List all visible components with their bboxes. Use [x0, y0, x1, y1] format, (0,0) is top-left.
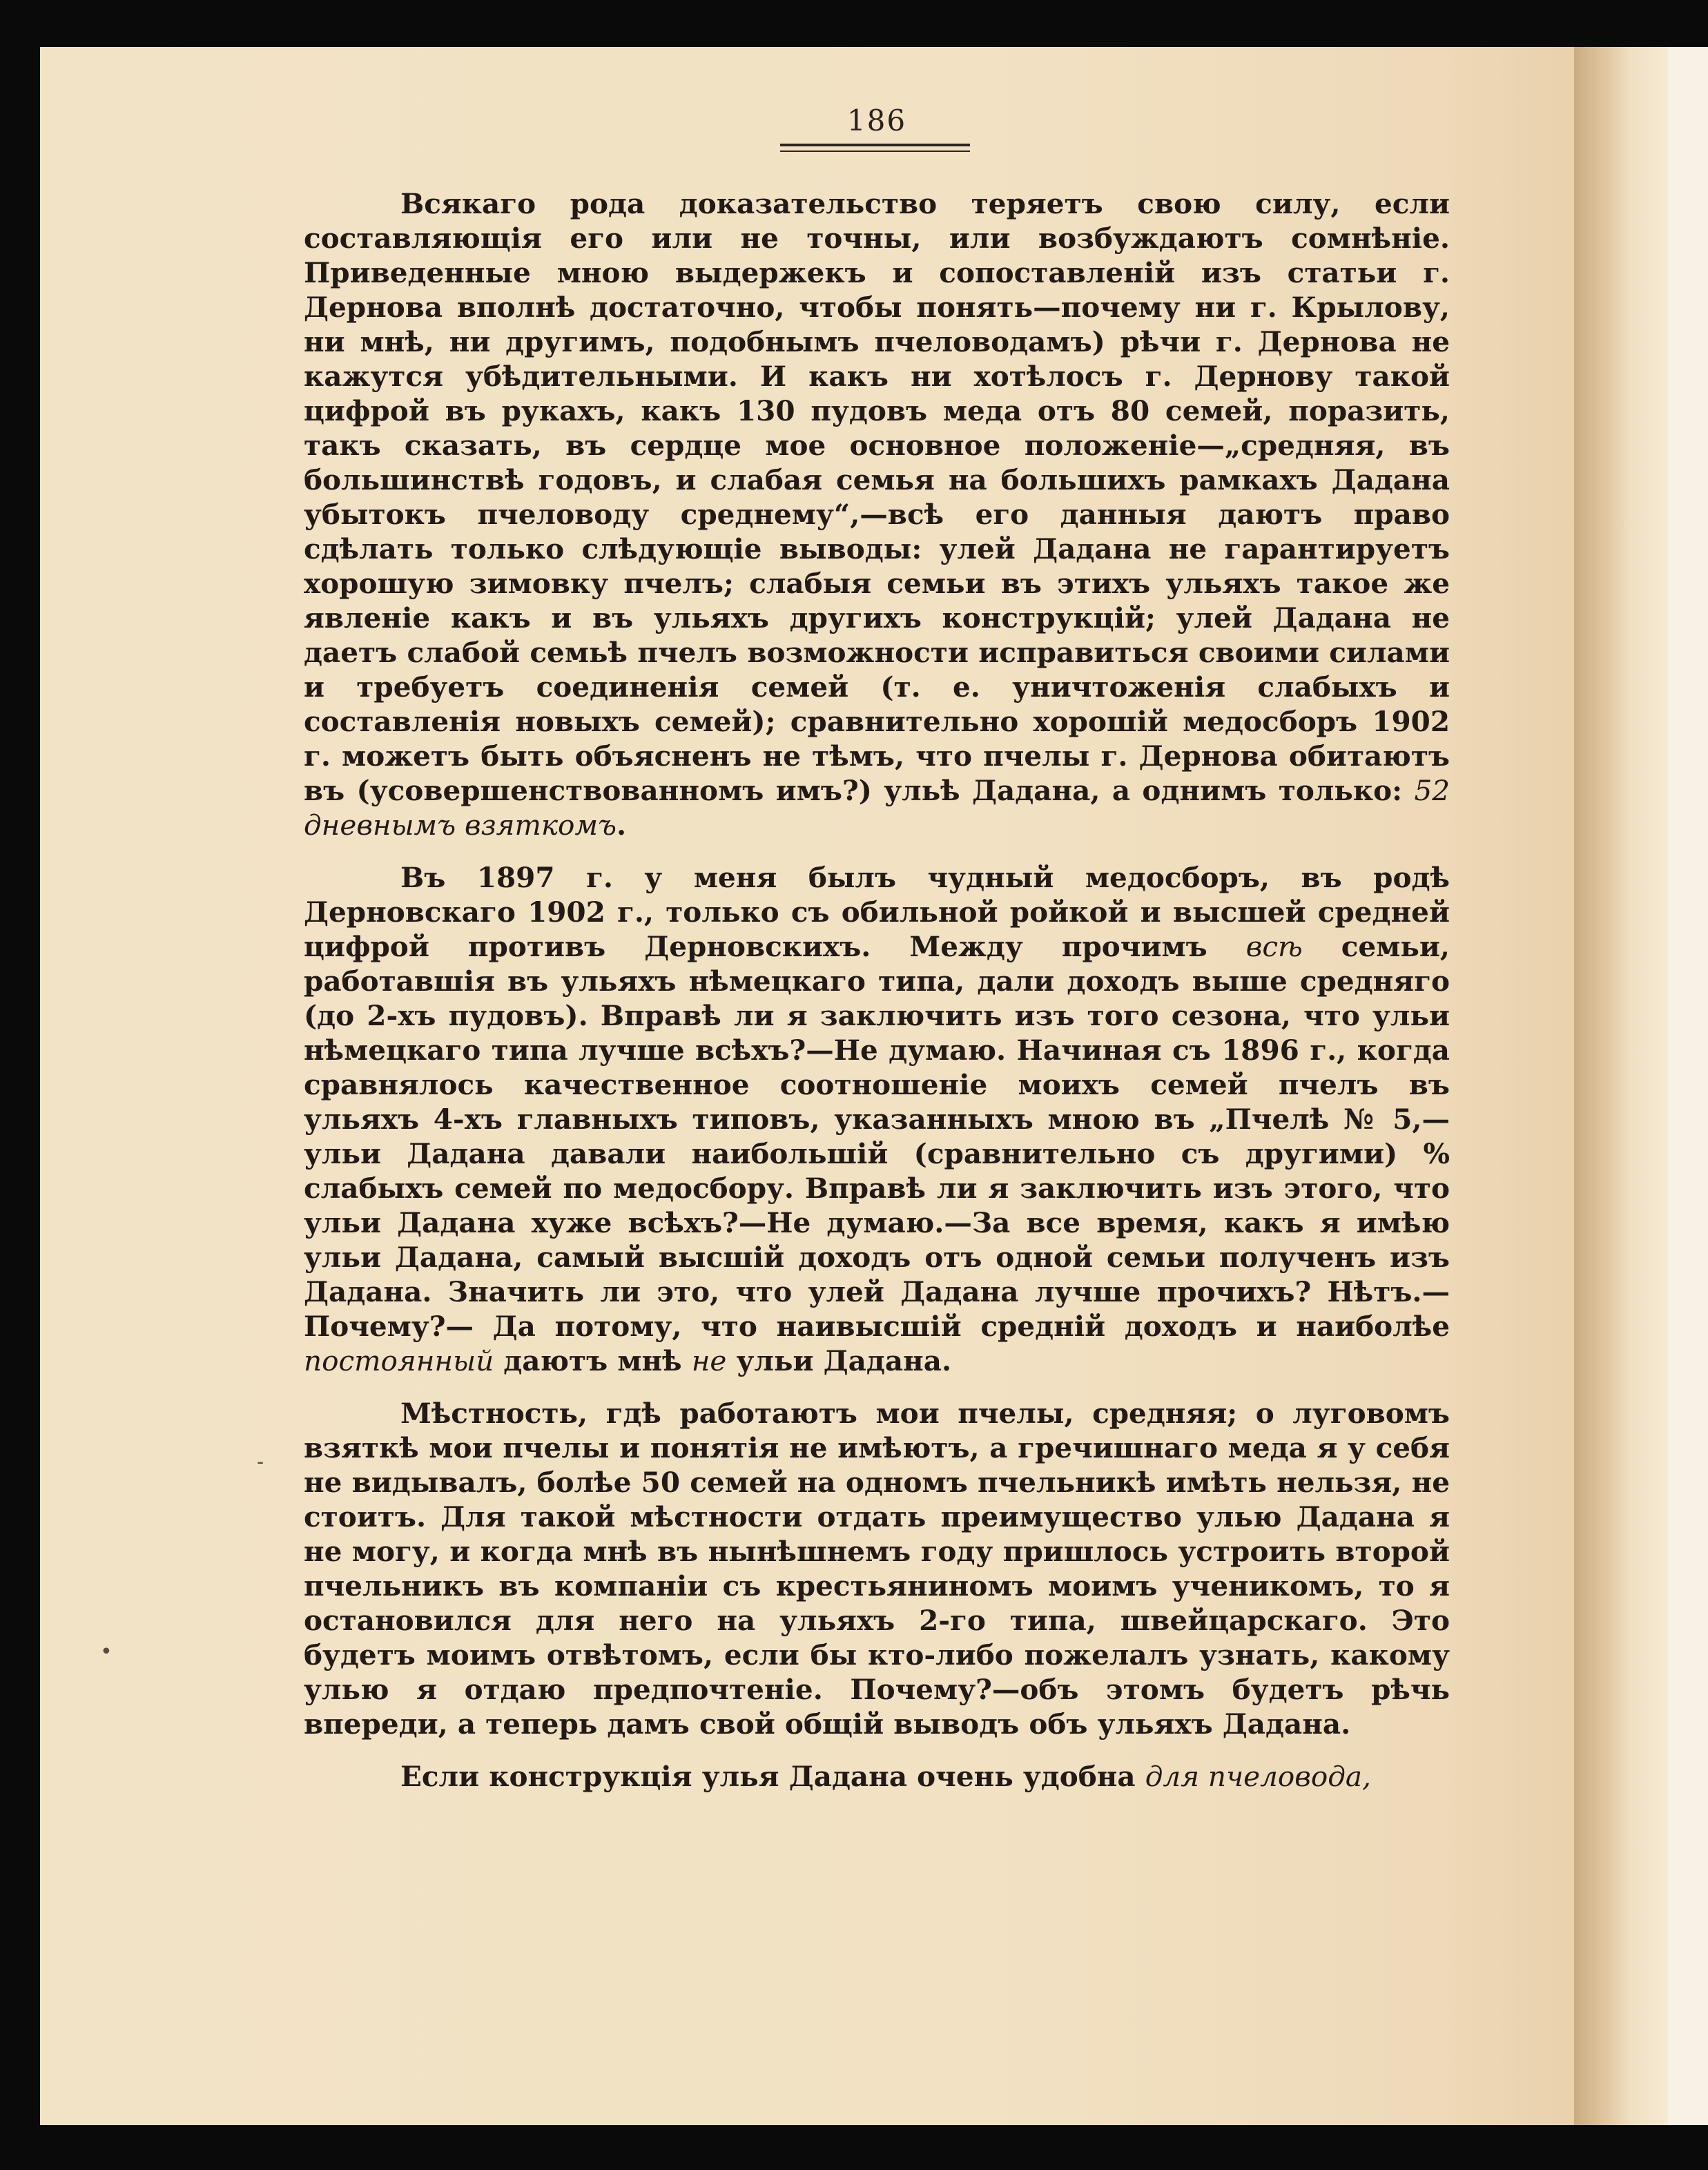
italic-text: постоянный — [304, 1344, 494, 1377]
italic-text: 52 дневнымъ взяткомъ — [304, 774, 1450, 842]
italic-text: для пчеловода, — [1145, 1760, 1371, 1793]
header-rule-thin — [780, 151, 970, 152]
paragraph — [304, 1759, 1450, 1794]
text-run: . — [617, 808, 627, 842]
page-number: 186 — [846, 104, 907, 137]
header-rule — [780, 144, 970, 146]
text-run: Всякаго рода доказательство теряетъ свою силу, если составляющія его или не точны, или возбуждаютъ сомнѣніе. Приведенные мною выдержекъ и сопоставленій изъ статьи г. Дернова вполнѣ достаточно, чтобы понять—почему ни г. Крылову, ни мнѣ, ни другимъ, подобнымъ пчеловодамъ) рѣчи г. Дернова не кажутся убѣдительными. И какъ ни хотѣлосъ г. Дернову такой цифрой въ рукахъ, какъ 130 пудовъ меда отъ 80 семей, поразить, такъ сказать, въ сердце мое основное положеніе—„средняя, въ большинствѣ годовъ, и слабая семья на большихъ рамкахъ Дадана убытокъ пчеловоду среднему“,—всѣ его данныя даютъ право сдѣлать только слѣдующіе выводы: улей Дадана не гарантируетъ хорошую зимовку пчелъ; слабыя семьи въ этихъ ульяхъ такое же явленіе какъ и въ ульяхъ другихъ конструкцій; улей Дадана не даетъ слабой семьѣ пчелъ возможности исправиться своими силами и требуетъ соединенія семей (т. е. уничтоженія слабыхъ и составленія новыхъ семей); сравнительно хорошій медосборъ 1902 г. можетъ быть объясненъ не тѣмъ, что пчелы г. Дернова обитаютъ въ (усовершенствованномъ имъ?) ульѣ Дадана, а однимъ только: — [304, 187, 1450, 807]
text-run: даютъ мнѣ — [494, 1344, 692, 1377]
text-run: Мѣстность, гдѣ работаютъ мои пчелы, средняя; о луговомъ взяткѣ мои пчелы и понятія не имѣютъ, а гречишнаго меда я у себя не видывалъ, болѣе 50 семей на одномъ пчельникѣ имѣть нельзя, не стоитъ. Для такой мѣстности отдать преимущество улью Дадана я не могу, и когда мнѣ въ нынѣшнемъ году пришлось устроить второй пчельникъ въ компаніи съ крестьяниномъ моимъ ученикомъ, то я остановился для него на ульяхъ 2-го типа, швейцарскаго. Это будетъ моимъ отвѣтомъ, если бы кто-либо пожелалъ узнать, какому улью я отдаю предпочтеніе. Почему?—объ этомъ будетъ рѣчь впереди, а теперь дамъ свой общій выводъ объ ульяхъ Дадана. — [304, 1397, 1450, 1741]
italic-text: всѣ — [1245, 930, 1303, 963]
text-run: семьи, работавшія въ ульяхъ нѣмецкаго типа, дали доходъ выше средняго (до 2-хъ пудовъ). Вправѣ ли я заключить изъ того сезона, что ульи нѣмецкаго типа лучше всѣхъ?—Не думаю. Начиная съ 1896 г., когда сравнялось качественное соотношеніе моихъ семей пчелъ въ ульяхъ 4-хъ главныхъ типовъ, указанныхъ мною въ „Пчелѣ № 5,—ульи Дадана давали наибольшій (сравнительно съ другими) % слабыхъ семей по медосбору. Вправѣ ли я заключить изъ этого, что ульи Дадана хуже всѣхъ?—Не думаю.—За все время, какъ я имѣю ульи Дадана, самый высшій доходъ отъ одной семьи полученъ изъ Дадана. Значить ли это, что улей Дадана лучше прочихъ? Нѣтъ.—Почему?— Да потому, что наивысшій средній доходъ и наиболѣе — [304, 930, 1450, 1343]
facing-page-edge — [1668, 47, 1708, 2125]
margin-dash: ‐ — [257, 1450, 264, 1474]
book-spine — [1574, 47, 1668, 2125]
text-run: ульи Дадана. — [726, 1344, 952, 1377]
paragraph — [304, 1396, 1450, 1741]
paragraph — [304, 860, 1450, 1378]
body-text — [304, 186, 1450, 1812]
text-run: Въ 1897 г. у меня былъ чудный медосборъ, въ родѣ Дерновскаго 1902 г., только съ обильной ройкой и высшей средней цифрой противъ Дерновскихъ. Между прочимъ — [304, 861, 1450, 963]
italic-text: не — [691, 1344, 727, 1377]
text-run: Если конструкція улья Дадана очень удобна — [400, 1760, 1145, 1793]
margin-dot: • — [100, 1640, 113, 1664]
paragraph — [304, 186, 1450, 842]
